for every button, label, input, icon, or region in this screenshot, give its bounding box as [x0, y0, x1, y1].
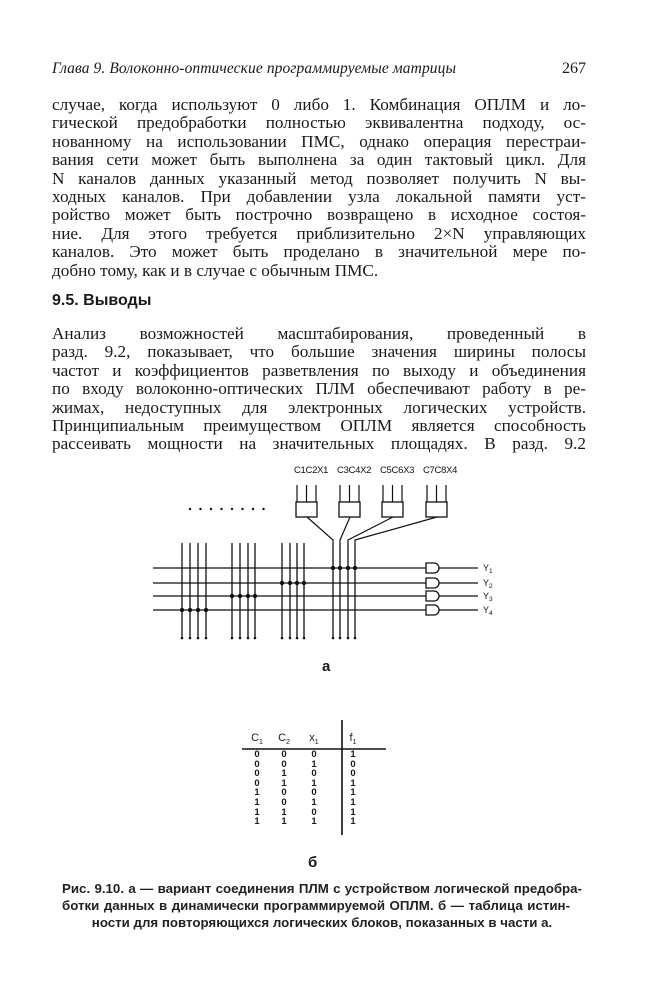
text-line: N каналов данных указанный метод позволяет получить N вы- [52, 168, 586, 188]
connection-dot [295, 581, 299, 585]
table-cell: 0 [254, 758, 260, 770]
table-cell: 1 [254, 816, 260, 828]
table-cell: 0 [254, 768, 260, 780]
fiber-end [197, 637, 200, 640]
table-cell: 0 [281, 749, 287, 760]
table-cell: 0 [311, 749, 317, 760]
fiber-end [247, 637, 250, 640]
table-cell: 0 [311, 768, 317, 780]
text-line: добно тому, как и в случае с обычным ПМС. [52, 260, 379, 280]
connection-dot [246, 594, 250, 598]
ellipsis-dot [220, 508, 222, 510]
table-cell: 0 [350, 768, 356, 780]
output-label-1: $Y_1$ [483, 563, 493, 575]
text-line: Принципиальным преимуществом ОПЛМ является способность [52, 415, 586, 435]
fiber-end [332, 637, 335, 640]
preprocessing-block [426, 502, 447, 517]
connection-dot [196, 608, 200, 612]
table-cell: 1 [281, 806, 287, 818]
preprocessing-block [339, 502, 360, 517]
connection-dot [180, 608, 184, 612]
and-gate-icon [426, 591, 439, 601]
ellipsis-dot [252, 508, 254, 510]
caption-line: Рис. 9.10. а — вариант соединения ПЛМ с устройством логической предобра- [62, 881, 582, 896]
text-line: ройство может быть построчно возвращено в исходное состоя- [52, 205, 586, 225]
text-line: разд. 9.2, показывает, что большие значения ширины полосы [52, 342, 586, 362]
table-cell: 1 [350, 777, 356, 789]
figure-a-label: а [322, 658, 331, 675]
text-line: случае, когда используют 0 либо 1. Комбинация ОПЛМ и ло- [52, 95, 586, 114]
text-line: гической предобработки полностью эквивалентна подходу, ос- [52, 113, 586, 133]
ellipsis-dot [199, 508, 201, 510]
fiber-end [339, 637, 342, 640]
and-gate-icon [426, 578, 439, 588]
connection-dot [288, 581, 292, 585]
fiber-end [239, 637, 242, 640]
text-line: ние. Для этого требуется приблизительно 2×N управляющих [52, 223, 586, 243]
text-line: каналов. Это может быть проделано в значительной мере по- [52, 242, 586, 262]
text-line: нованному на использовании ПМС, однако операция перестраи- [52, 131, 586, 151]
table-cell: 1 [281, 777, 287, 789]
table-cell: 0 [281, 787, 287, 799]
input-label-1: C1C2X1 [294, 465, 329, 476]
table-cell: 0 [281, 797, 287, 808]
table-cell: 1 [311, 758, 317, 770]
table-cell: 0 [281, 758, 287, 770]
table-cell: 1 [350, 816, 356, 828]
table-cell: 1 [350, 797, 356, 808]
text-line: ходных каналов. При добавлении узла локальной памяти уст- [52, 186, 586, 206]
fiber-end [231, 637, 234, 640]
input-label-4: C7C8X4 [423, 465, 458, 476]
table-cell: 1 [254, 806, 260, 818]
fiber-end [181, 637, 184, 640]
caption-line: ботки данных в динамически программируемой ОПЛМ. б — таблица истин- [62, 898, 570, 913]
connection-dot [253, 594, 257, 598]
paragraph-1 [52, 96, 586, 280]
fiber-end [347, 637, 350, 640]
caption-line: ности для повторяющихся логических блоков, показанных в части а. [91, 915, 553, 930]
output-label-2: $Y_2$ [483, 578, 493, 590]
connection-dot [353, 566, 357, 570]
fiber-end [289, 637, 292, 640]
preprocessing-block [296, 502, 317, 517]
and-gate-icon [426, 605, 439, 615]
text-line: по входу волоконно-оптических ПЛМ обеспечивают работу в ре- [52, 379, 586, 399]
table-cell: 1 [350, 806, 356, 818]
table-cell: 0 [311, 787, 317, 799]
fiber-end [281, 637, 284, 640]
ellipsis-dot [231, 508, 233, 510]
input-label-2: C3C4X2 [337, 465, 372, 476]
fiber-end [303, 637, 306, 640]
table-header-c1: $C_1$ [251, 732, 263, 747]
connection-dot [346, 566, 350, 570]
text-line: рассеивать мощности на значительных площадях. В разд. 9.2 [52, 434, 586, 454]
fiber-end [205, 637, 208, 640]
and-gate-icon [426, 563, 439, 573]
connection-dot [280, 581, 284, 585]
connection-dot [338, 566, 342, 570]
fiber-end [354, 637, 357, 640]
input-label-3: C5C6X3 [380, 465, 415, 476]
connection-dot [188, 608, 192, 612]
connection-dot [204, 608, 208, 612]
table-cell: 1 [281, 816, 287, 828]
running-head: Глава 9. Волоконно-оптические программируемые матрицы [52, 60, 457, 77]
table-cell: 1 [311, 777, 317, 789]
text-line: Анализ возможностей масштабирования, проведенный в [52, 324, 586, 343]
section-heading: 9.5. Выводы [52, 292, 152, 309]
paragraph-2 [52, 325, 586, 454]
table-cell: 1 [311, 797, 317, 808]
ellipsis-dot [210, 508, 212, 510]
table-header-c2: $C_2$ [278, 732, 290, 747]
table-cell: 1 [350, 749, 356, 760]
connection-dot [331, 566, 335, 570]
text-line: жимах, недоступных для электронных логических устройств. [52, 397, 586, 417]
ellipsis-dot [262, 508, 264, 510]
table-cell: 0 [254, 749, 260, 760]
table-header-f1: $f_1$ [349, 732, 357, 747]
table-cell: 0 [254, 777, 260, 789]
table-header-x1: $x_1$ [309, 732, 319, 747]
output-label-3: $Y_3$ [483, 591, 493, 603]
figure-caption [62, 880, 582, 931]
block-output-fiber [348, 517, 393, 543]
preprocessing-block [382, 502, 403, 517]
block-output-fiber [307, 517, 333, 543]
fiber-end [254, 637, 257, 640]
text-line: частот и коэффициентов разветвления по выходу и объединения [52, 360, 586, 380]
text-line: вания сети может быть выполнена за один тактовый цикл. Для [52, 150, 586, 170]
ellipsis-dot [241, 508, 243, 510]
table-cell: 1 [254, 787, 260, 799]
page-number: 267 [562, 60, 586, 77]
table-cell: 0 [350, 758, 356, 770]
table-cell: 1 [281, 768, 287, 780]
table-cell: 0 [311, 806, 317, 818]
table-cell: 1 [350, 787, 356, 799]
ellipsis-dot [189, 508, 191, 510]
connection-dot [230, 594, 234, 598]
connection-dot [238, 594, 242, 598]
output-label-4: $Y_4$ [483, 605, 493, 617]
table-cell: 1 [254, 797, 260, 808]
fiber-end [296, 637, 299, 640]
table-cell: 1 [311, 816, 317, 828]
figure-b-label: б [308, 854, 318, 871]
fiber-end [189, 637, 192, 640]
figure-a-circuit [150, 460, 510, 680]
connection-dot [302, 581, 306, 585]
